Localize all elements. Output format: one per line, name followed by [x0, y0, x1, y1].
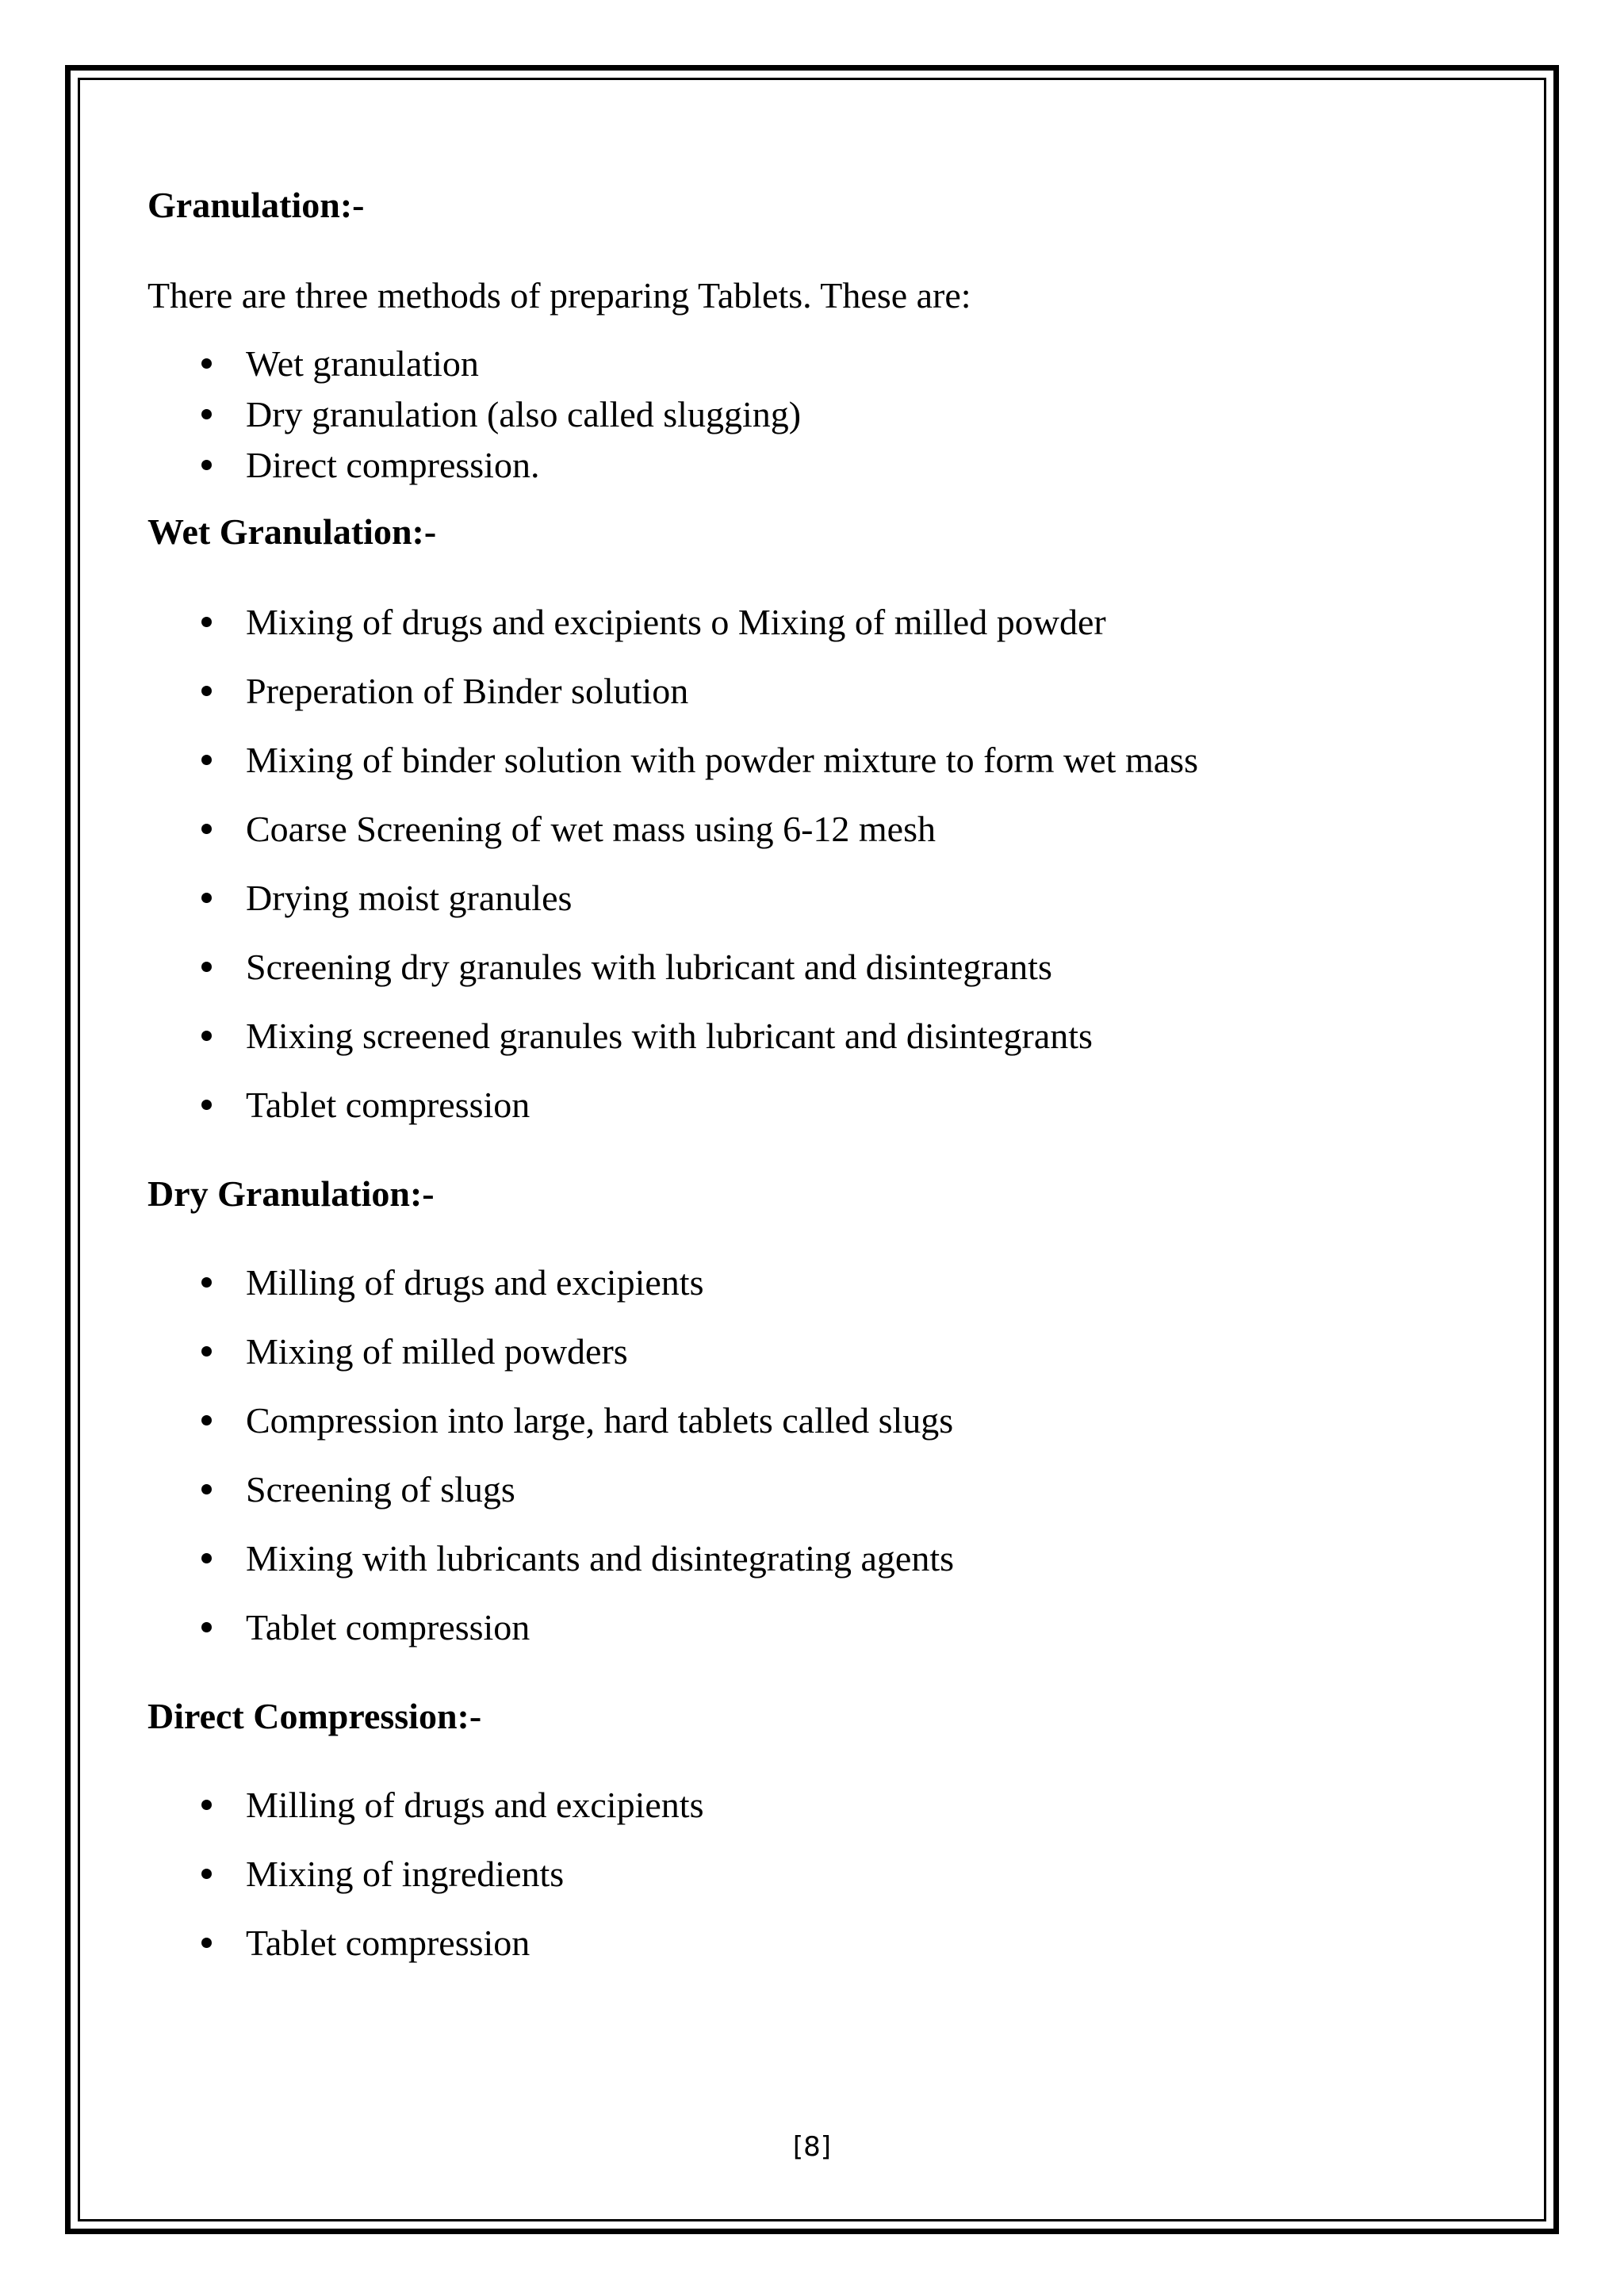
bullet-icon [201, 1938, 212, 1948]
bullet-icon [201, 755, 212, 765]
list-item: Screening of slugs [147, 1471, 1496, 1508]
list-item: Tablet compression [147, 1925, 1496, 1961]
intro-paragraph: There are three methods of preparing Tablets. These are: [147, 275, 971, 316]
section-heading-dry-granulation: Dry Granulation:- [147, 1173, 435, 1214]
list-item: Drying moist granules [147, 880, 1496, 916]
wet-granulation-list [147, 604, 1496, 1123]
bullet-icon [201, 1484, 212, 1494]
bullet-icon [201, 617, 212, 627]
list-item: Direct compression. [147, 447, 1496, 484]
bullet-icon [201, 358, 212, 369]
list-item: Preperation of Binder solution [147, 673, 1496, 710]
bullet-icon [201, 1553, 212, 1563]
list-item: Compression into large, hard tablets called slugs [147, 1402, 1496, 1439]
bullet-icon [201, 409, 212, 419]
list-item: Milling of drugs and excipients [147, 1265, 1496, 1301]
direct-compression-list [147, 1787, 1496, 1961]
bullet-icon [201, 460, 212, 470]
list-item: Mixing screened granules with lubricant and disintegrants [147, 1018, 1496, 1054]
bullet-icon [201, 824, 212, 834]
list-item: Coarse Screening of wet mass using 6-12 mesh [147, 811, 1496, 848]
list-item: Mixing of binder solution with powder mixture to form wet mass [147, 742, 1496, 779]
dry-granulation-list [147, 1262, 1496, 1647]
bullet-icon [201, 1346, 212, 1357]
list-item: Wet granulation [147, 346, 1496, 382]
page-content [147, 187, 1496, 1961]
bullet-icon [201, 1100, 212, 1110]
bullet-icon [201, 1800, 212, 1810]
bullet-icon [201, 686, 212, 696]
bullet-icon [201, 893, 212, 903]
methods-list [147, 343, 1496, 485]
section-heading-direct-compression: Direct Compression:- [147, 1696, 482, 1736]
list-item: Tablet compression [147, 1609, 1496, 1646]
list-item: Mixing of ingredients [147, 1856, 1496, 1892]
bullet-icon [201, 962, 212, 972]
bullet-icon [201, 1277, 212, 1288]
list-item: Tablet compression [147, 1087, 1496, 1123]
bullet-icon [201, 1622, 212, 1632]
section-heading-wet-granulation: Wet Granulation:- [147, 511, 437, 552]
bullet-icon [201, 1869, 212, 1879]
bullet-icon [201, 1415, 212, 1425]
page-number: [8] [792, 2131, 832, 2163]
section-heading-granulation: Granulation:- [147, 185, 365, 225]
list-item: Mixing with lubricants and disintegrating agents [147, 1540, 1496, 1577]
list-item: Dry granulation (also called slugging) [147, 396, 1496, 433]
list-item: Milling of drugs and excipients [147, 1787, 1496, 1823]
list-item: Mixing of drugs and excipients o Mixing of milled powder [147, 604, 1496, 641]
bullet-icon [201, 1031, 212, 1041]
list-item: Screening dry granules with lubricant and disintegrants [147, 949, 1496, 985]
list-item: Mixing of milled powders [147, 1334, 1496, 1370]
